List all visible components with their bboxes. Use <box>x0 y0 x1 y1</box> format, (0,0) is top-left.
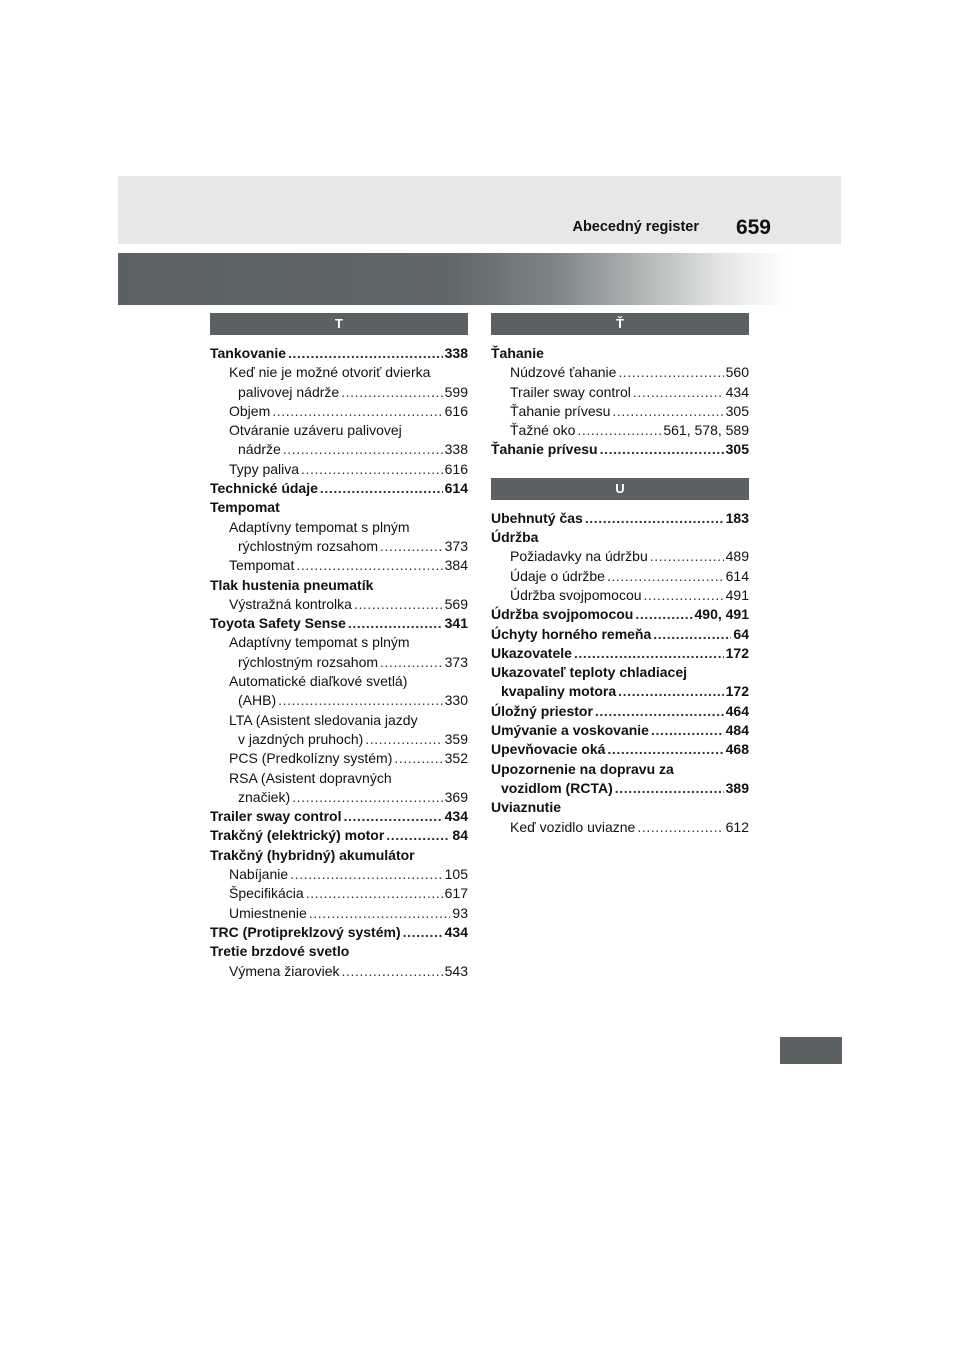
dot-leader <box>651 721 724 740</box>
index-entry-page: 434 <box>444 808 468 825</box>
index-entry-term: Ukazovatele <box>491 644 572 661</box>
index-entry-term: Adaptívny tempomat s plným <box>229 634 410 651</box>
index-entry-page: 484 <box>725 722 749 739</box>
index-entry-term: Špecifikácia <box>229 885 304 902</box>
index-entry-page: 490, 491 <box>694 606 749 623</box>
index-entry-page: 389 <box>725 779 749 796</box>
index-entry-term: Úložný priestor <box>491 702 593 719</box>
section-header-t-caron: Ť <box>491 313 749 335</box>
index-entry-page: 183 <box>725 509 749 526</box>
index-entry <box>210 614 468 633</box>
dot-leader <box>618 363 723 382</box>
index-entry-page: 434 <box>725 383 749 400</box>
dot-leader <box>600 440 724 459</box>
index-entry <box>210 595 468 614</box>
header-band <box>118 176 841 244</box>
index-entry-term: rýchlostným rozsahom <box>238 537 379 554</box>
page-number: 659 <box>735 216 771 239</box>
index-entry <box>210 749 468 768</box>
index-entry-term: (AHB) <box>238 692 277 709</box>
index-entry-page: 569 <box>444 595 468 612</box>
index-entry-page: 599 <box>444 383 468 400</box>
index-entry <box>491 798 749 817</box>
dot-leader <box>607 740 723 759</box>
index-entry-page: 352 <box>444 750 468 767</box>
index-entry-page: 84 <box>452 827 468 844</box>
index-entry <box>210 421 468 440</box>
index-entry-page: 105 <box>444 866 468 883</box>
index-entry <box>491 721 749 740</box>
index-entry <box>210 942 468 961</box>
index-entry-term: Ťahanie prívesu <box>491 441 598 458</box>
index-entry-list <box>210 344 468 981</box>
index-entry-term: Ukazovateľ teploty chladiacej <box>491 664 688 681</box>
index-entry <box>491 779 749 798</box>
dot-leader <box>574 644 724 663</box>
dot-leader <box>306 884 443 903</box>
index-entry <box>491 509 749 528</box>
index-entry-page: 614 <box>725 567 749 584</box>
dot-leader <box>633 383 724 402</box>
chapter-tab-marker <box>780 1037 842 1064</box>
index-entry-page: 464 <box>725 702 749 719</box>
dot-leader <box>344 807 443 826</box>
index-entry-term: nádrže <box>238 441 281 458</box>
index-entry-term: Objem <box>229 402 271 419</box>
index-entry-term: Technické údaje <box>210 480 318 497</box>
section-header-u: U <box>491 478 749 500</box>
dot-leader <box>394 749 442 768</box>
index-entry <box>210 865 468 884</box>
index-entry-term: Uviaznutie <box>491 799 562 816</box>
dot-leader <box>320 479 443 498</box>
dot-leader <box>386 826 450 845</box>
index-entry <box>210 672 468 691</box>
dot-leader <box>278 691 443 710</box>
index-entry-term: Umývanie a voskovanie <box>491 722 649 739</box>
index-entry-term: Údržba <box>491 529 539 546</box>
dot-leader <box>283 440 443 459</box>
dot-leader <box>403 923 443 942</box>
index-entry <box>491 383 749 402</box>
index-entry-page: 617 <box>444 885 468 902</box>
index-entry-page: 434 <box>444 923 468 940</box>
index-entry-term: RSA (Asistent dopravných <box>229 769 392 786</box>
index-entry-page: 359 <box>444 730 468 747</box>
index-entry <box>210 576 468 595</box>
dot-leader <box>380 537 443 556</box>
index-entry-term: Výstražná kontrolka <box>229 595 352 612</box>
dot-leader <box>290 865 442 884</box>
index-entry-term: TRC (Protipreklzový systém) <box>210 923 401 940</box>
index-entry <box>210 769 468 788</box>
index-entry-term: vozidlom (RCTA) <box>501 779 613 796</box>
index-entry-term: Trakčný (elektrický) motor <box>210 827 385 844</box>
index-entry <box>491 760 749 779</box>
index-entry <box>210 788 468 807</box>
index-entry <box>491 818 749 837</box>
index-entry <box>491 605 749 624</box>
index-entry <box>210 440 468 459</box>
index-entry-term: Nabíjanie <box>229 866 289 883</box>
dot-leader <box>615 779 724 798</box>
index-entry <box>210 479 468 498</box>
dot-leader <box>342 962 443 981</box>
index-entry <box>210 653 468 672</box>
index-entry <box>210 537 468 556</box>
index-entry <box>210 633 468 652</box>
index-entry <box>210 904 468 923</box>
index-entry-page: 373 <box>444 537 468 554</box>
index-entry-term: Trailer sway control <box>210 808 342 825</box>
index-entry <box>491 586 749 605</box>
dot-leader <box>301 460 443 479</box>
index-entry <box>210 402 468 421</box>
index-entry <box>491 363 749 382</box>
index-entry-term: Keď nie je možné otvoriť dvierka <box>229 364 431 381</box>
index-entry <box>210 962 468 981</box>
index-entry <box>210 711 468 730</box>
index-entry-term: Výmena žiaroviek <box>229 962 340 979</box>
index-entry-term: značiek) <box>238 788 291 805</box>
index-entry-list <box>491 344 749 460</box>
index-entry-list <box>491 509 749 837</box>
index-entry-page: 543 <box>444 962 468 979</box>
index-entry-term: Údaje o údržbe <box>510 567 605 584</box>
index-entry-term: Upevňovacie oká <box>491 741 606 758</box>
index-entry <box>491 344 749 363</box>
dot-leader <box>272 402 442 421</box>
dot-leader <box>607 567 724 586</box>
dot-leader <box>288 344 443 363</box>
index-entry <box>491 702 749 721</box>
index-entry-term: Toyota Safety Sense <box>210 615 346 632</box>
index-entry-page: 489 <box>725 548 749 565</box>
index-entry-page: 369 <box>444 788 468 805</box>
index-entry-page: 614 <box>444 480 468 497</box>
index-entry-term: Núdzové ťahanie <box>510 364 617 381</box>
index-entry <box>491 663 749 682</box>
index-entry <box>491 644 749 663</box>
index-entry <box>210 518 468 537</box>
index-entry <box>210 730 468 749</box>
index-entry-term: Údržba svojpomocou <box>491 606 634 623</box>
dot-leader <box>354 595 443 614</box>
index-entry-term: Umiestnenie <box>229 904 307 921</box>
index-entry-page: 616 <box>444 460 468 477</box>
index-entry-term: Ťažné oko <box>510 422 576 439</box>
index-column-right <box>491 313 749 837</box>
index-entry-term: Údržba svojpomocou <box>510 586 642 603</box>
index-entry-page: 560 <box>725 364 749 381</box>
index-entry <box>210 363 468 382</box>
index-entry <box>210 383 468 402</box>
index-entry-page: 338 <box>444 441 468 458</box>
index-entry <box>210 556 468 575</box>
index-entry <box>491 402 749 421</box>
index-entry <box>210 460 468 479</box>
index-entry-page: 491 <box>725 586 749 603</box>
index-entry-page: 305 <box>725 402 749 419</box>
dot-leader <box>637 818 723 837</box>
index-entry-term: Tretie brzdové svetlo <box>210 943 350 960</box>
index-entry <box>210 826 468 845</box>
dot-leader <box>380 653 443 672</box>
dot-leader <box>341 383 442 402</box>
index-entry-term: Tempomat <box>229 557 295 574</box>
dot-leader <box>653 625 731 644</box>
dot-leader <box>612 402 723 421</box>
dot-leader <box>348 614 443 633</box>
index-entry-page: 305 <box>725 441 749 458</box>
index-entry <box>210 807 468 826</box>
dot-leader <box>595 702 724 721</box>
index-entry <box>491 528 749 547</box>
index-entry-page: 330 <box>444 692 468 709</box>
index-entry <box>210 923 468 942</box>
index-entry-term: kvapaliny motora <box>501 683 617 700</box>
index-entry-page: 384 <box>444 557 468 574</box>
index-entry-page: 373 <box>444 653 468 670</box>
index-entry-term: Ťahanie prívesu <box>510 402 611 419</box>
index-entry-term: Automatické diaľkové svetlá) <box>229 673 408 690</box>
index-entry <box>491 547 749 566</box>
index-entry-term: Trakčný (hybridný) akumulátor <box>210 846 415 863</box>
index-entry-term: PCS (Predkolízny systém) <box>229 750 393 767</box>
index-entry-page: 561, 578, 589 <box>663 422 749 439</box>
index-entry <box>491 567 749 586</box>
index-entry <box>491 625 749 644</box>
index-entry-page: 468 <box>725 741 749 758</box>
dot-leader <box>296 556 442 575</box>
index-entry <box>210 344 468 363</box>
index-column-left <box>210 313 468 981</box>
index-entry <box>210 884 468 903</box>
index-entry-term: palivovej nádrže <box>238 383 340 400</box>
index-entry <box>491 740 749 759</box>
dot-leader <box>292 788 443 807</box>
index-entry <box>491 421 749 440</box>
index-entry-term: v jazdných pruhoch) <box>238 730 364 747</box>
index-entry-term: Tankovanie <box>210 345 286 361</box>
section-gap <box>491 460 749 478</box>
index-entry-page: 93 <box>452 904 468 921</box>
index-entry-page: 612 <box>725 818 749 835</box>
index-entry-term: Úchyty horného remeňa <box>491 625 652 642</box>
index-entry-page: 64 <box>733 625 749 642</box>
dot-leader <box>635 605 692 624</box>
decorative-gradient-band <box>118 253 787 305</box>
index-entry-term: Otváranie uzáveru palivovej <box>229 422 402 439</box>
index-entry-page: 616 <box>444 402 468 419</box>
index-entry <box>210 846 468 865</box>
index-entry-term: Ťahanie <box>491 345 544 361</box>
dot-leader <box>618 682 723 701</box>
index-entry <box>491 440 749 459</box>
header-title: Abecedný register <box>572 219 699 235</box>
section-header-t: T <box>210 313 468 335</box>
dot-leader <box>577 421 661 440</box>
index-entry-term: Adaptívny tempomat s plným <box>229 518 410 535</box>
index-entry <box>210 691 468 710</box>
index-entry-term: Typy paliva <box>229 460 300 477</box>
index-entry-term: Trailer sway control <box>510 383 631 400</box>
index-entry <box>491 682 749 701</box>
index-entry-page: 341 <box>444 615 468 632</box>
index-entry-page: 172 <box>725 683 749 700</box>
dot-leader <box>650 547 724 566</box>
dot-leader <box>309 904 451 923</box>
index-entry-term: Tlak hustenia pneumatík <box>210 576 374 593</box>
dot-leader <box>644 586 724 605</box>
index-entry-term: LTA (Asistent sledovania jazdy <box>229 711 418 728</box>
index-entry-term: Upozornenie na dopravu za <box>491 760 674 777</box>
index-entry-term: Keď vozidlo uviazne <box>510 818 636 835</box>
index-entry-page: 338 <box>444 345 468 361</box>
dot-leader <box>365 730 442 749</box>
index-entry-term: Požiadavky na údržbu <box>510 548 648 565</box>
index-entry-term: Tempomat <box>210 499 280 516</box>
index-entry <box>210 498 468 517</box>
index-entry-term: rýchlostným rozsahom <box>238 653 379 670</box>
dot-leader <box>585 509 724 528</box>
index-entry-page: 172 <box>725 644 749 661</box>
index-entry-term: Ubehnutý čas <box>491 509 583 526</box>
